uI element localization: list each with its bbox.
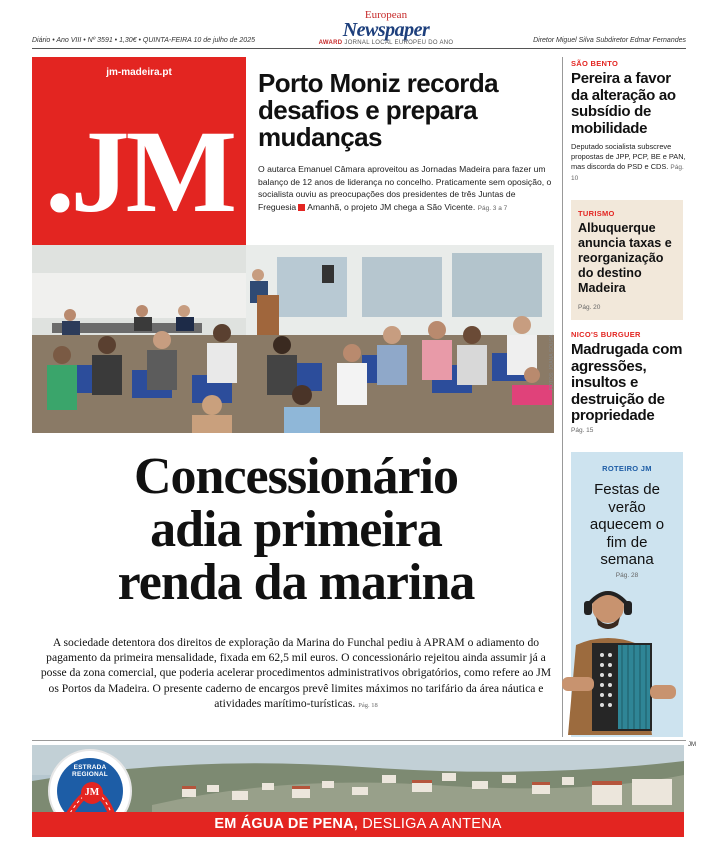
page-reference: Pág. 3 a 7: [477, 204, 508, 212]
bullet-square-icon: [298, 204, 305, 211]
sidebar-headline: Madrugada com agressões, insultos e destruição de propriedade: [571, 341, 683, 424]
edition-info: Diário • Ano VIII • Nº 3591 • 1,30€ • QUINTA-FEIRA 10 de julho de 2025: [32, 37, 255, 44]
masthead-divider: [32, 48, 686, 49]
banner-divider: [32, 740, 686, 741]
estrada-regional-banner[interactable]: [32, 745, 684, 837]
sidebar-headline: Pereira a favor da alteração ao subsídio de mobilidade: [571, 70, 676, 137]
accordion-player-photo: [548, 585, 688, 737]
director-credit: Diretor Miguel Silva Subdiretor Edmar Fernandes: [533, 37, 686, 44]
sidebar-story-sao-bento[interactable]: SÃO BENTO Pereira a favor da alteração ao subsídio de mobilidade Deputado socialista subscreve propostas de JPP, PCP, BE e PAN, mas discorda do PSD e CDS. Pág. 10: [571, 59, 686, 182]
sidebar-story-nicos-burguer[interactable]: NICO'S BURGUER Madrugada com agressões, insultos e destruição de propriedade Pág. 15: [571, 330, 686, 434]
sidebar-headline: Festas de verão aquecem o fim de semana: [589, 481, 665, 568]
side-mark: JM: [688, 742, 696, 748]
main-headline[interactable]: Concessionário adia primeira renda da marina: [117, 448, 475, 611]
jm-logo-block[interactable]: [32, 57, 246, 270]
jm-badge-logo: JM: [81, 782, 103, 804]
award-wordmark: Newspaper: [342, 19, 430, 41]
main-story-lead: A sociedade detentora dos direitos de exploração da Marina do Funchal pediu à APRAM o adiamento do pagamento da primeira mensalidade, fixada em 62,5 mil euros. O concessionário rejeitou ainda assumir já a posse da zona comercial, que poderia acelerar procedimentos administrativos obrigatórios, como refere ao JM os Portos da Madeira. O presente caderno de encargos prevê limites máximos no tarifário da área náutica e atividades marítimo-turísticas. Pág. 18: [40, 636, 552, 710]
sidebar-story-turismo[interactable]: TURISMO Albuquerque anuncia taxas e reorganização do destino Madeira Pág. 20: [571, 200, 683, 320]
jm-logo: .JM: [45, 106, 233, 237]
top-story-text: O autarca Emanuel Câmara aproveitou as Jornadas Madeira para fazer um balanço de 12 anos de liderança no concelho. Praticamente sem oposição, o socialista ouviu as preocupações dos presidentes de três Juntas de Freguesia Amanhã, o projeto JM chega a São Vicente. Pág. 3 a 7: [258, 164, 552, 212]
top-story-headline[interactable]: Porto Moniz recorda desafios e prepara mudanças: [258, 68, 498, 152]
banner-slogan: EM ÁGUA DE PENA, DESLIGA A ANTENA: [32, 812, 684, 837]
sidebar-headline: Albuquerque anuncia taxas e reorganização do destino Madeira: [578, 221, 672, 295]
conference-photo: [32, 245, 554, 433]
sidebar-story-roteiro[interactable]: ROTEIRO JM Festas de verão aquecem o fim de semana Pág. 28: [571, 452, 683, 737]
page-reference: Pág. 18: [358, 701, 378, 709]
photo-credit: FOTOS: JOANA SOUSA: [549, 334, 555, 390]
european-newspaper-award-logo: European Newspaper AWARD JORNAL LOCAL EUROPEU DO ANO: [296, 10, 476, 46]
website-url: jm-madeira.pt: [106, 67, 172, 78]
estrada-regional-badge: ESTRADA REGIONAL JM: [48, 749, 132, 833]
